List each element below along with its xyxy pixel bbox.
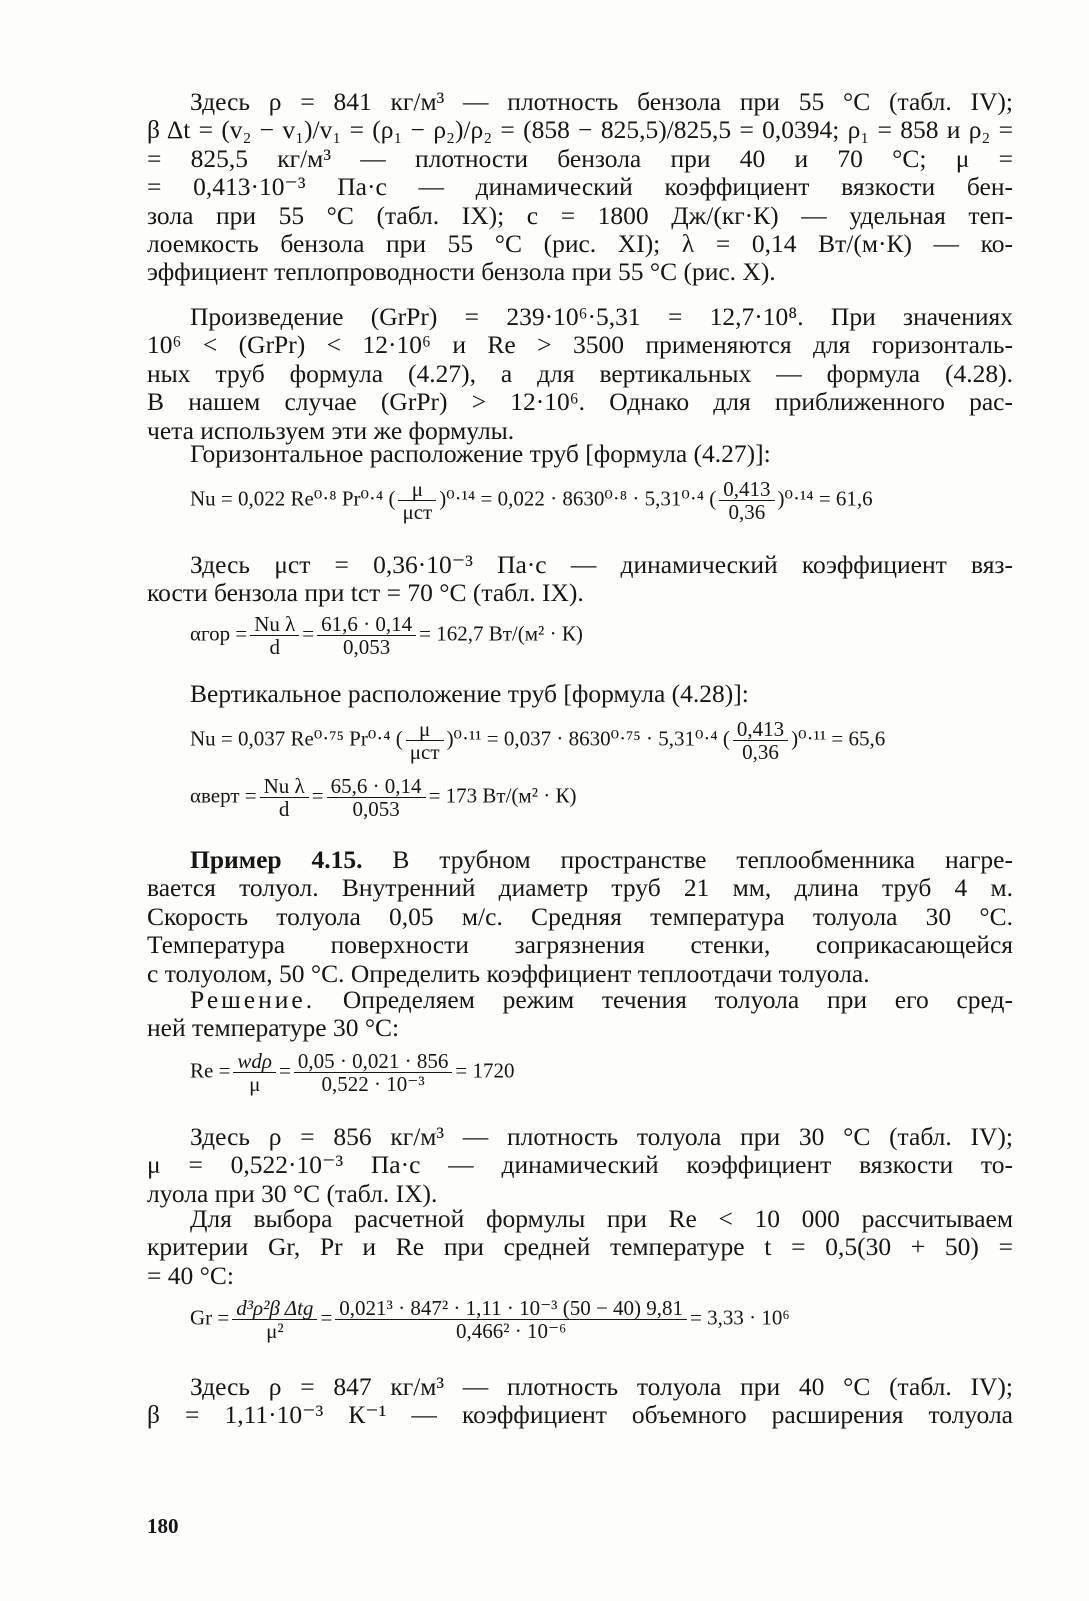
equation-nu-horizontal bbox=[190, 478, 873, 523]
equation-nu-vertical bbox=[190, 718, 885, 763]
text-line: с толуолом, 50 °С. Определить коэффициент теплоотдачи толуола. bbox=[147, 958, 870, 988]
text-line bbox=[147, 986, 1013, 1014]
fraction-formula bbox=[233, 1050, 276, 1095]
fraction-formula bbox=[232, 1297, 317, 1342]
equation-middle: )⁰·¹¹ = 0,037 · 8630⁰·⁷⁵ · 5,31⁰·⁴ ( bbox=[446, 726, 730, 751]
fraction-denominator: 0,053 bbox=[352, 797, 400, 821]
fraction-numerator: wdρ bbox=[233, 1050, 276, 1073]
text-line-body: В трубном пространстве теплообменника нагре- bbox=[362, 845, 1013, 874]
equation-middle: = bbox=[311, 783, 324, 808]
text-line: Произведение (GrPr) = 239·10⁶·5,31 = 12,7·10⁸. При значениях bbox=[190, 302, 1013, 331]
fraction-denominator: μст bbox=[402, 500, 433, 524]
solution-label: Решение. bbox=[190, 985, 316, 1014]
text-line: В нашем случае (GrPr) > 12·10⁶. Однако для приближенного рас- bbox=[147, 387, 1013, 417]
text-line: = 0,413·10⁻³ Па·с — динамический коэффициент вязкости бен- bbox=[147, 172, 1013, 202]
text-line: луола при 30 °С (табл. IX). bbox=[147, 1178, 438, 1208]
text-line: кости бензола при tст = 70 °С (табл. IX). bbox=[147, 578, 584, 608]
text-line: Здесь μст = 0,36·10⁻³ Па·с — динамический коэффициент вяз- bbox=[190, 550, 1013, 579]
fraction-formula bbox=[250, 613, 299, 658]
equation-middle: = bbox=[302, 621, 315, 646]
fraction-denominator: d bbox=[269, 635, 280, 659]
equation-lhs: Nu = 0,022 Re⁰·⁸ Pr⁰·⁴ ( bbox=[190, 486, 396, 511]
heading-horizontal-tubes bbox=[147, 440, 1013, 468]
fraction-denominator: d bbox=[278, 797, 290, 821]
fraction-numerator: 65,6 · 0,14 bbox=[327, 775, 426, 798]
fraction-denominator: 0,36 bbox=[728, 500, 766, 524]
text-line: Здесь ρ = 847 кг/м³ — плотность толуола при 40 °С (табл. IV); bbox=[190, 1372, 1013, 1401]
equation-lhs: Re = bbox=[190, 1058, 231, 1083]
fraction-denominator: μст bbox=[409, 740, 440, 764]
text-line: критерии Gr, Pr и Re при средней температуре t = 0,5(30 + 50) = bbox=[147, 1232, 1013, 1262]
paragraph-wall-viscosity bbox=[147, 551, 1013, 608]
text-line: Здесь ρ = 856 кг/м³ — плотность толуола при 30 °С (табл. IV); bbox=[190, 1122, 1013, 1151]
text-line: Горизонтальное расположение труб [формула (4.27)]: bbox=[190, 439, 771, 468]
paragraph-expansion-coeff bbox=[147, 1373, 1013, 1430]
equation-middle: )⁰·¹⁴ = 0,022 · 8630⁰·⁸ · 5,31⁰·⁴ ( bbox=[439, 486, 717, 511]
fraction-formula bbox=[260, 775, 309, 820]
page-number: 180 bbox=[147, 1514, 179, 1538]
equation-rhs: = 3,33 · 10⁶ bbox=[690, 1305, 790, 1330]
text-line: β Δt = (v₂ − v₁)/v₁ = (ρ₁ − ρ₂)/ρ₂ = (858 − 825,5)/825,5 = 0,0394; ρ₁ = 858 и ρ₂ = bbox=[147, 115, 1013, 145]
text-line: β = 1,11·10⁻³ К⁻¹ — коэффициент объемного расширения толуола bbox=[147, 1400, 1013, 1430]
equation-rhs: )⁰·¹⁴ = 61,6 bbox=[777, 486, 873, 511]
fraction-numerator: 0,021³ · 847² · 1,11 · 10⁻³ (50 − 40) 9,81 bbox=[335, 1297, 687, 1320]
fraction-values bbox=[719, 478, 774, 523]
equation-alpha-horizontal bbox=[190, 613, 583, 658]
fraction-denominator: 0,053 bbox=[343, 635, 391, 659]
text-line: = 40 °С: bbox=[147, 1260, 234, 1290]
fraction-values bbox=[294, 1050, 453, 1095]
fraction-numerator: 0,413 bbox=[733, 718, 788, 741]
fraction-mu-ratio bbox=[406, 718, 444, 763]
paragraph-toluene-properties bbox=[147, 1123, 1013, 1208]
fraction-denominator: μ² bbox=[266, 1319, 284, 1343]
example-label: Пример 4.15. bbox=[190, 845, 363, 874]
equation-grashof bbox=[190, 1297, 790, 1342]
text-line-body: Определяем режим течения толуола при его сред- bbox=[315, 985, 1013, 1014]
fraction-numerator: Nu λ bbox=[250, 613, 299, 636]
text-line bbox=[147, 846, 1013, 874]
text-line: Скорость толуола 0,05 м/с. Средняя температура толуола 30 °С. bbox=[147, 901, 1013, 931]
text-line: лоемкость бензола при 55 °С (рис. XI); λ = 0,14 Вт/(м·К) — ко- bbox=[147, 229, 1013, 259]
equation-alpha-vertical bbox=[190, 775, 577, 820]
paragraph-solution bbox=[147, 986, 1013, 1043]
text-line: чета используем эти же формулы. bbox=[147, 415, 515, 445]
equation-rhs: )⁰·¹¹ = 65,6 bbox=[791, 726, 886, 751]
fraction-numerator: d³ρ²β Δtg bbox=[232, 1297, 317, 1320]
fraction-values bbox=[317, 613, 416, 658]
fraction-numerator: 61,6 · 0,14 bbox=[317, 613, 416, 636]
paragraph-criteria-choice bbox=[147, 1205, 1013, 1290]
paragraph-benzene-properties bbox=[147, 88, 1013, 287]
fraction-denominator: 0,36 bbox=[742, 740, 779, 764]
fraction-denominator: 0,522 · 10⁻³ bbox=[321, 1072, 425, 1096]
equation-reynolds bbox=[190, 1050, 514, 1095]
fraction-mu-ratio bbox=[398, 478, 436, 523]
fraction-denominator: 0,466² · 10⁻⁶ bbox=[455, 1319, 567, 1343]
text-line: эффициент теплопроводности бензола при 55 °С (рис. X). bbox=[147, 257, 776, 287]
fraction-numerator: 0,413 bbox=[719, 478, 774, 501]
fraction-numerator: μ bbox=[398, 478, 436, 501]
fraction-values bbox=[335, 1297, 687, 1342]
equation-rhs: = 162,7 Вт/(м² · К) bbox=[419, 621, 583, 646]
text-line: ных труб формула (4.27), а для вертикальных — формула (4.28). bbox=[147, 358, 1013, 388]
text-line: вается толуол. Внутренний диаметр труб 21 мм, длина труб 4 м. bbox=[147, 873, 1013, 903]
paragraph-example-4-15 bbox=[147, 846, 1013, 988]
text-line: ней температуре 30 °С: bbox=[147, 1013, 400, 1043]
fraction-values bbox=[733, 718, 788, 763]
equation-middle: = bbox=[279, 1058, 291, 1083]
fraction-values bbox=[327, 775, 426, 820]
equation-rhs: = 173 Вт/(м² · К) bbox=[428, 783, 577, 808]
text-line: = 825,5 кг/м³ — плотности бензола при 40 и 70 °С; μ = bbox=[147, 143, 1013, 173]
text-line: Для выбора расчетной формулы при Re < 10 000 рассчитываем bbox=[190, 1204, 1013, 1233]
equation-middle: = bbox=[320, 1305, 333, 1330]
text-line: Здесь ρ = 841 кг/м³ — плотность бензола при 55 °С (табл. IV); bbox=[190, 87, 1013, 116]
paragraph-grpr-product bbox=[147, 303, 1013, 445]
fraction-numerator: 0,05 · 0,021 · 856 bbox=[294, 1050, 453, 1073]
fraction-numerator: μ bbox=[406, 718, 444, 741]
text-line: μ = 0,522·10⁻³ Па·с — динамический коэффициент вязкости то- bbox=[147, 1150, 1013, 1180]
fraction-denominator: μ bbox=[249, 1072, 261, 1096]
text-line: зола при 55 °С (табл. IX); c = 1800 Дж/(кг·К) — удельная теп- bbox=[147, 200, 1013, 230]
equation-lhs: Nu = 0,037 Re⁰·⁷⁵ Pr⁰·⁴ ( bbox=[190, 726, 403, 751]
text-line: Вертикальное расположение труб [формула (4.28)]: bbox=[190, 679, 749, 708]
equation-rhs: = 1720 bbox=[455, 1058, 515, 1083]
fraction-numerator: Nu λ bbox=[260, 775, 309, 798]
equation-lhs: αгор = bbox=[190, 621, 248, 646]
heading-vertical-tubes bbox=[147, 680, 1013, 708]
equation-lhs: αверт = bbox=[190, 783, 257, 808]
equation-lhs: Gr = bbox=[190, 1305, 230, 1330]
text-line: Температура поверхности загрязнения стенки, соприкасающейся bbox=[147, 930, 1013, 960]
text-line: 10⁶ < (GrPr) < 12·10⁶ и Re > 3500 применяются для горизонталь- bbox=[147, 330, 1013, 360]
